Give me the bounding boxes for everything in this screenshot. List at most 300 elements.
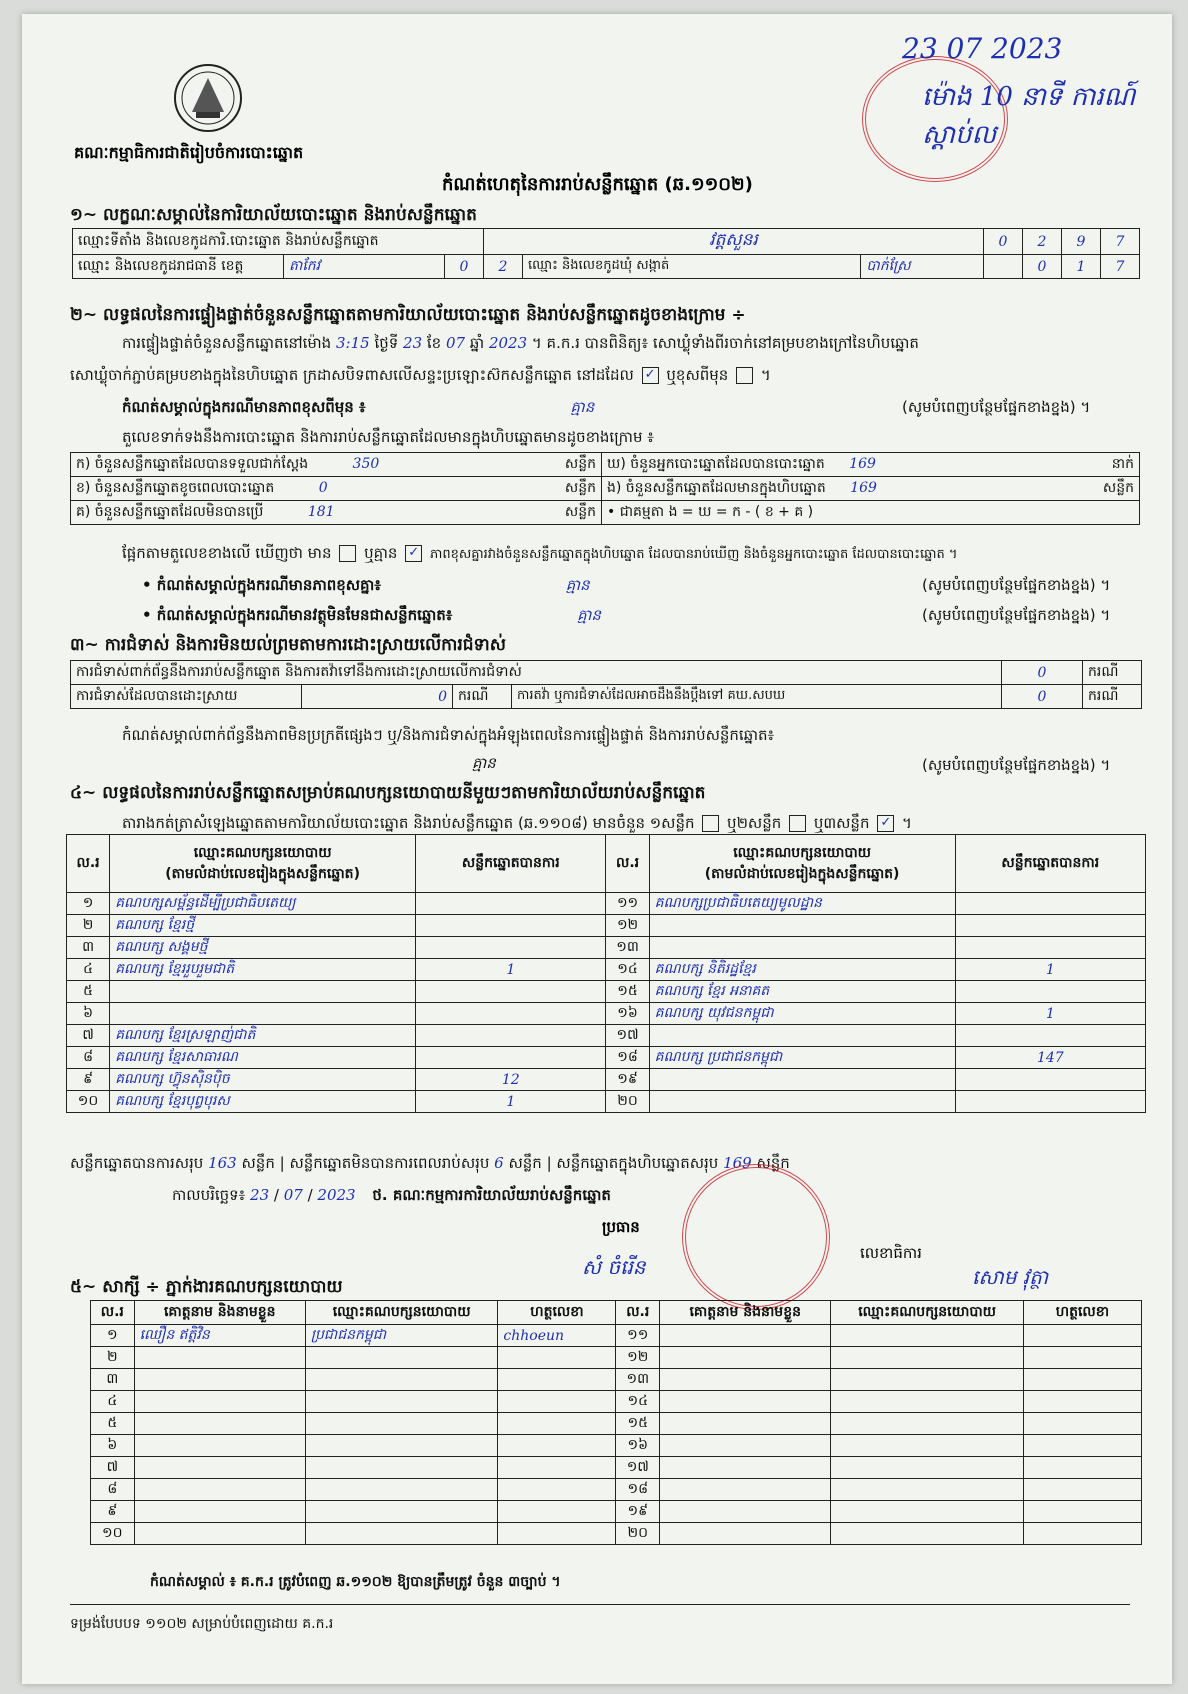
row-no: ១ — [91, 1325, 135, 1347]
figure-formula: • ជាគម្មតា ង = ឃ = ក - ( ខ + គ ) — [607, 504, 814, 520]
figure-label: ឃ) ចំនួនអ្នកបោះឆ្នោតដែលបានបោះឆ្នោត — [607, 456, 825, 472]
party-votes — [416, 915, 606, 937]
total-invalid-unit: សន្លឹក — [508, 1154, 542, 1172]
witness-party — [305, 1457, 498, 1479]
row-no: ៤ — [67, 959, 110, 981]
figure-value: 350 — [352, 456, 380, 472]
station-name: វត្តសួនរ — [484, 229, 984, 255]
witness-party — [305, 1347, 498, 1369]
party-votes: 12 — [416, 1069, 606, 1091]
row-no: ៦ — [67, 1003, 110, 1025]
row-no: ៣ — [91, 1369, 135, 1391]
party-name — [110, 1003, 416, 1025]
witness-name — [134, 1413, 305, 1435]
signing-date-day: 23 — [250, 1186, 270, 1204]
witness-party — [305, 1523, 498, 1545]
appeals-unit: ករណី — [1083, 685, 1142, 709]
table-row — [91, 1457, 1142, 1479]
verification-day: 23 — [403, 334, 423, 352]
table-row — [91, 1369, 1142, 1391]
unchanged-checkbox[interactable]: ✓ — [642, 367, 659, 384]
party-votes: 1 — [955, 1003, 1145, 1025]
witness-signature — [1023, 1391, 1141, 1413]
row-no: ១៥ — [616, 1413, 660, 1435]
appeals-value: 0 — [1002, 685, 1083, 709]
col-signature: ហត្ថលេខា — [1023, 1301, 1141, 1325]
row-no: ១៧ — [616, 1457, 660, 1479]
foreign-object-note-line — [142, 606, 601, 628]
verification-text-cont: ។ គ.ក.រ បានពិនិត្យ៖ សោឃ្លុំទាំងពីរចាក់នៅគម្របខាងក្រៅនៃហិបឆ្នោត — [531, 334, 919, 352]
three-sheets-label: ឬ៣សន្លឹក — [813, 814, 870, 832]
witness-name — [660, 1523, 831, 1545]
table-row — [67, 1091, 1146, 1113]
total-invalid-value: 6 — [494, 1154, 504, 1172]
row-no: ១០ — [91, 1523, 135, 1545]
witness-signature — [498, 1391, 616, 1413]
verification-time: 3:15 — [335, 334, 370, 352]
seal-line — [70, 366, 771, 388]
row-no: ១៩ — [606, 1069, 649, 1091]
difference-text: ផ្អែកតាមតួលេខខាងលើ ឃើញថា មាន — [122, 544, 332, 562]
row-no: ១៦ — [606, 1003, 649, 1025]
figure-unit: សន្លឹក — [1102, 480, 1134, 496]
signing-date-line: កាលបរិច្ឆេទ៖ 23 / 07 / 2023 ថ. គណៈកម្មការការិយាល័យរាប់សន្លឹកឆ្នោត — [172, 1186, 611, 1204]
total-invalid-label: សន្លឹកឆ្នោតមិនបានការពេលរាប់សរុប — [289, 1154, 490, 1172]
table-row — [67, 915, 1146, 937]
station-code-digit: 2 — [1023, 229, 1062, 255]
counting-committee-label: ថ. គណៈកម្មការការិយាល័យរាប់សន្លឹកឆ្នោត — [372, 1186, 611, 1204]
signing-date-year: 2023 — [317, 1186, 356, 1204]
resolved-complaints-unit: ករណី — [453, 685, 512, 709]
table-row — [67, 1003, 1146, 1025]
figures-row — [71, 453, 1140, 477]
tally-sheet-text: តារាងកត់ត្រាសំឡេងឆ្នោតតាមការិយាល័យបោះឆ្នោត និងរាប់សន្លឹកឆ្នោត (ឆ.១១០៨) មានចំនួន ១សន្លឹក — [122, 814, 695, 832]
col-name: គោត្តនាម និងនាមខ្លួន — [134, 1301, 305, 1325]
irregularity-note-value: គ្មាន — [472, 754, 496, 772]
figures-row — [71, 477, 1140, 501]
row-no: ២០ — [616, 1523, 660, 1545]
party-name — [649, 1025, 955, 1047]
verification-month-label: ខែ — [426, 334, 442, 352]
witness-signature — [498, 1347, 616, 1369]
national-election-committee-emblem-icon — [172, 62, 244, 134]
col-party-sub: (តាមលំដាប់លេខរៀងក្នុងសន្លឹកឆ្នោត) — [165, 865, 360, 882]
ballot-count-record-form — [22, 14, 1172, 1684]
col-party-sub: (តាមលំដាប់លេខរៀងក្នុងសន្លឹកឆ្នោត) — [704, 865, 900, 882]
witness-signature — [1023, 1369, 1141, 1391]
party-votes — [955, 1025, 1145, 1047]
tally-sheet-end: ។ — [902, 814, 912, 832]
witness-name — [660, 1347, 831, 1369]
three-sheets-checkbox[interactable]: ✓ — [877, 815, 894, 832]
row-no: ៨ — [91, 1479, 135, 1501]
party-name: គណបក្ស ខ្មែរ អនាគត — [649, 981, 955, 1003]
witness-name — [660, 1435, 831, 1457]
party-name: គណបក្ស ខ្មែរថ្មី — [110, 915, 416, 937]
difference-note-label: • កំណត់សម្គាល់ក្នុងករណីមានភាពខុសគ្នា៖ — [142, 576, 381, 594]
footnote: កំណត់សម្គាល់ ៖ គ.ក.រ ត្រូវបំពេញ ឆ.១១០២ ឱ្យបានត្រឹមត្រូវ ចំនួន ៣ច្បាប់ ។ — [150, 1574, 561, 1590]
table-row — [91, 1391, 1142, 1413]
secretary-label: លេខាធិការ — [860, 1244, 922, 1262]
complaints-unit: ករណី — [1083, 661, 1142, 685]
change-note-line — [122, 398, 594, 420]
foreign-object-note-value: គ្មាន — [577, 606, 601, 624]
witness-party — [831, 1413, 1024, 1435]
station-code-digit: 0 — [984, 229, 1023, 255]
witness-party — [831, 1325, 1024, 1347]
figure-value: 169 — [849, 456, 876, 472]
commune-code-digit: 0 — [1023, 255, 1062, 279]
complaints-table — [70, 660, 1142, 709]
irregularity-note-hint: (សូមបំពេញបន្ថែមផ្នែកខាងខ្នង) ។ — [922, 756, 1111, 774]
party-votes — [955, 981, 1145, 1003]
total-valid-unit: សន្លឹក — [241, 1154, 275, 1172]
col-no: ល.រ — [616, 1301, 660, 1325]
changed-option-label: ឬខុសពីមុន — [666, 366, 729, 384]
witness-name — [660, 1391, 831, 1413]
witness-signature — [1023, 1347, 1141, 1369]
difference-note-line — [142, 576, 590, 598]
resolved-complaints-label: ការជំទាស់ដែលបានដោះស្រាយ — [71, 685, 302, 709]
witness-name — [660, 1369, 831, 1391]
party-votes — [416, 1047, 606, 1069]
col-party: ឈ្មោះគណបក្សនយោបាយ — [733, 844, 872, 861]
row-no: ១៦ — [616, 1435, 660, 1457]
party-name: គណបក្ស ហ៊្វុនស៊ិនប៉ិច — [110, 1069, 416, 1091]
table-row — [67, 1047, 1146, 1069]
row-no: ៣ — [67, 937, 110, 959]
row-no: ៤ — [91, 1391, 135, 1413]
col-party: ឈ្មោះគណបក្សនយោបាយ — [831, 1301, 1024, 1325]
witness-party — [305, 1413, 498, 1435]
section2-heading: ២~ លទ្ធផលនៃការផ្ទៀងផ្ទាត់ចំនួនសន្លឹកឆ្នោតតាមការិយាល័យបោះឆ្នោត និងរាប់សន្លឹកឆ្នោតដូចខាងក្រោម ÷ — [70, 305, 746, 325]
figure-unit: សន្លឹក — [564, 456, 596, 472]
party-votes: 1 — [955, 959, 1145, 981]
province-label: ឈ្មោះ និងលេខកូដរាជធានី ខេត្ត — [73, 255, 284, 279]
section3-heading: ៣~ ការជំទាស់ និងការមិនយល់ព្រមតាមការដោះស្រាយលើការជំទាស់ — [70, 635, 506, 655]
witness-name — [660, 1457, 831, 1479]
witness-table — [90, 1300, 1142, 1545]
table-row — [91, 1479, 1142, 1501]
row-no: ១៣ — [606, 937, 649, 959]
figure-unit: សន្លឹក — [564, 504, 596, 520]
row-no: ៨ — [67, 1047, 110, 1069]
table-row — [67, 1025, 1146, 1047]
figure-unit: នាក់ — [1111, 456, 1134, 472]
no-difference-checkbox[interactable]: ✓ — [405, 545, 422, 562]
resolved-complaints-value: 0 — [302, 685, 453, 709]
figure-label: គ) ចំនួនសន្លឹកឆ្នោតដែលមិនបានប្រើ — [76, 504, 264, 520]
row-no: ១១ — [606, 893, 649, 915]
figure-label: ខ) ចំនួនសន្លឹកឆ្នោតខូចពេលបោះឆ្នោត — [76, 480, 275, 496]
received-date: 23 07 2023 — [902, 32, 1063, 65]
secretary-signature: សោម វុត្ថា — [972, 1265, 1049, 1289]
table-row — [67, 1069, 1146, 1091]
col-no: ល.រ — [67, 835, 110, 893]
table-row — [91, 1413, 1142, 1435]
witness-signature — [1023, 1325, 1141, 1347]
foreign-object-note-hint: (សូមបំពេញបន្ថែមផ្នែកខាងខ្នង) ។ — [922, 606, 1111, 624]
verification-month: 07 — [445, 334, 466, 352]
row-no: ១៤ — [616, 1391, 660, 1413]
witness-signature — [498, 1413, 616, 1435]
total-valid-label: សន្លឹកឆ្នោតបានការសរុប — [70, 1154, 204, 1172]
party-name: គណបក្ស ខ្មែរស្រឡាញ់ជាតិ — [110, 1025, 416, 1047]
witness-name — [660, 1479, 831, 1501]
row-no: ១២ — [606, 915, 649, 937]
difference-text-cont: ភាពខុសគ្នារវាងចំនួនសន្លឹកឆ្នោតក្នុងហិបឆ្នោត ដែលបានរាប់ឃើញ និងចំនួនអ្នកបោះឆ្នោត ដែលបានបោះឆ្នោត ។ — [429, 547, 958, 562]
party-votes — [416, 937, 606, 959]
table-row — [91, 1501, 1142, 1523]
row-no: ១៤ — [606, 959, 649, 981]
station-code-digit: 9 — [1062, 229, 1101, 255]
complaints-value: 0 — [1002, 661, 1083, 685]
seal-text: សោឃ្លុំចាក់ភ្ជាប់គម្របខាងក្នុងនៃហិបឆ្នោត ក្រដាសបិទពាសលើសន្ទះប្រឡោះស៊កសន្លឹកឆ្នោត នៅដដែល — [70, 366, 634, 384]
difference-note-value: គ្មាន — [565, 576, 590, 594]
row-no: ១៥ — [606, 981, 649, 1003]
witness-party — [831, 1479, 1024, 1501]
row-no: ១០ — [67, 1091, 110, 1113]
row-no: ១១ — [616, 1325, 660, 1347]
witness-name — [134, 1457, 305, 1479]
verification-year-label: ឆ្នាំ — [469, 334, 485, 352]
col-party: ឈ្មោះគណបក្សនយោបាយ — [305, 1301, 498, 1325]
verification-day-label: ថ្ងៃទី — [374, 334, 399, 352]
witness-party — [831, 1347, 1024, 1369]
col-no: ល.រ — [606, 835, 649, 893]
figure-value: 0 — [318, 480, 328, 496]
witness-party — [305, 1369, 498, 1391]
verification-text: ការផ្ទៀងផ្ទាត់ចំនួនសន្លឹកឆ្នោតនៅម៉ោង — [122, 334, 332, 352]
witness-signature — [498, 1435, 616, 1457]
row-no: ៥ — [67, 981, 110, 1003]
party-name: គណបក្ស ខ្មែរសាធារណ — [110, 1047, 416, 1069]
table-row — [91, 1435, 1142, 1457]
total-box-unit: សន្លឹក — [756, 1154, 790, 1172]
party-name: គណបក្សប្រជាធិបតេយ្យមូលដ្ឋាន — [649, 893, 955, 915]
witness-signature — [498, 1457, 616, 1479]
party-votes — [416, 981, 606, 1003]
section4-heading: ៤~ លទ្ធផលនៃការរាប់សន្លឹកឆ្នោតសម្រាប់គណបក្សនយោបាយនីមួយៗតាមការិយាល័យរាប់សន្លឹកឆ្នោត — [70, 783, 706, 803]
witness-party — [305, 1479, 498, 1501]
party-name — [649, 937, 955, 959]
witness-signature — [498, 1369, 616, 1391]
party-votes — [955, 915, 1145, 937]
signing-date-month: 07 — [283, 1186, 303, 1204]
witness-name — [134, 1501, 305, 1523]
figures-table — [70, 452, 1140, 525]
committee-name: គណៈកម្មាធិការជាតិរៀបចំការបោះឆ្នោត — [74, 143, 304, 162]
commune-code-digit: 7 — [1101, 255, 1140, 279]
row-no: ១៨ — [616, 1479, 660, 1501]
figure-value: 181 — [307, 504, 335, 520]
row-no: ៦ — [91, 1435, 135, 1457]
witness-signature — [1023, 1479, 1141, 1501]
witness-signature — [498, 1501, 616, 1523]
difference-line — [122, 544, 957, 566]
witness-party — [305, 1501, 498, 1523]
polling-station-table — [72, 228, 1140, 279]
one-sheet-checkbox[interactable] — [702, 815, 719, 832]
witness-party — [305, 1435, 498, 1457]
witness-signature — [1023, 1523, 1141, 1545]
row-no: ១៣ — [616, 1369, 660, 1391]
witness-party — [831, 1369, 1024, 1391]
form-note: ទម្រង់បែបបទ ១១០២ សម្រាប់បំពេញដោយ គ.ក.រ — [70, 1616, 334, 1632]
witness-party — [831, 1435, 1024, 1457]
changed-checkbox[interactable] — [736, 367, 753, 384]
verification-year: 2023 — [488, 334, 528, 352]
form-title: កំណត់ហេតុនៃការរាប់សន្លឹកឆ្នោត (ឆ.១១០២) — [442, 174, 753, 195]
witness-signature — [1023, 1435, 1141, 1457]
row-no: ១៨ — [606, 1047, 649, 1069]
party-name — [110, 981, 416, 1003]
witness-name — [134, 1391, 305, 1413]
party-name — [649, 1069, 955, 1091]
party-name — [649, 915, 955, 937]
figure-label: ក) ចំនួនសន្លឹកឆ្នោតដែលបានទទួលជាក់ស្តែង — [76, 456, 309, 472]
row-no: ១ — [67, 893, 110, 915]
figure-label: ង) ចំនួនសន្លឹកឆ្នោតដែលមានក្នុងហិបឆ្នោត — [607, 480, 826, 496]
col-votes: សន្លឹកឆ្នោតបានការ — [955, 835, 1145, 893]
appeals-label: ការតវ៉ា ឬការជំទាស់ដែលអាចដឹងនឹងប្តឹងទៅ គឃ.សបឃ — [512, 685, 1002, 709]
change-note-hint: (សូមបំពេញបន្ថែមផ្នែកខាងខ្នង) ។ — [902, 398, 1091, 416]
party-name — [649, 1091, 955, 1113]
committee-stamp — [682, 1164, 830, 1310]
witness-party — [831, 1391, 1024, 1413]
witness-name: ឈឿន ឥត្តិវិន — [134, 1325, 305, 1347]
total-box-value: 169 — [723, 1154, 752, 1172]
province-code-digit: 2 — [484, 255, 523, 279]
witness-signature: chhoeun — [498, 1325, 616, 1347]
witness-name — [660, 1501, 831, 1523]
col-no: ល.រ — [91, 1301, 135, 1325]
witness-name — [134, 1479, 305, 1501]
witness-name — [134, 1435, 305, 1457]
commune-name: បាក់ស្រែ — [861, 255, 984, 279]
witness-signature — [498, 1523, 616, 1545]
totals-line: សន្លឹកឆ្នោតបានការសរុប 163 សន្លឹក | សន្លឹកឆ្នោតមិនបានការពេលរាប់សរុប 6 សន្លឹក | សន្លឹកឆ្នោតក្នុងហិបឆ្នោតសរុប 169 សន្លឹក — [70, 1154, 790, 1172]
figures-intro: តួលេខទាក់ទងនឹងការបោះឆ្នោត និងការរាប់សន្លឹកឆ្នោតដែលមានក្នុងហិបឆ្នោតមានដូចខាងក្រោម ៖ — [122, 428, 654, 446]
table-row — [91, 1347, 1142, 1369]
party-name: គណបក្សសម្ព័ន្ធដើម្បីប្រជាធិបតេយ្យ — [110, 893, 416, 915]
party-results-table — [66, 834, 1146, 1113]
total-valid-value: 163 — [208, 1154, 237, 1172]
party-votes — [416, 893, 606, 915]
figure-unit: សន្លឹក — [564, 480, 596, 496]
witness-signature — [1023, 1501, 1141, 1523]
witness-name — [134, 1347, 305, 1369]
row-no: ៧ — [91, 1457, 135, 1479]
table-row — [67, 893, 1146, 915]
received-note: ម៉ោង 10 នាទី ការណ៍ស្តាប់ល — [922, 82, 1136, 150]
change-note-value: គ្មាន — [570, 398, 595, 416]
no-difference-label: ឬគ្មាន — [364, 544, 398, 562]
witness-party — [831, 1523, 1024, 1545]
party-name: គណបក្ស យុវជនកម្ពុជា — [649, 1003, 955, 1025]
section5-heading: ៥~ សាក្សី ÷ ភ្នាក់ងារគណបក្សនយោបាយ — [70, 1277, 343, 1297]
commune-label: ឈ្មោះ និងលេខកូដឃុំ សង្កាត់ — [523, 255, 861, 279]
station-code-digit: 7 — [1101, 229, 1140, 255]
seal-end: ។ — [760, 366, 771, 384]
party-name: គណបក្ស ខ្មែរបុព្វបុរស — [110, 1091, 416, 1113]
chair-signature: សំ ចំរើន — [582, 1255, 646, 1279]
party-name: គណបក្ស ប្រជាជនកម្ពុជា — [649, 1047, 955, 1069]
row-no: ១៩ — [616, 1501, 660, 1523]
party-votes — [955, 1091, 1145, 1113]
row-no: ២ — [91, 1347, 135, 1369]
party-votes — [955, 937, 1145, 959]
tally-sheet-line — [122, 814, 912, 836]
change-note-label: កំណត់សម្គាល់ក្នុងករណីមានភាពខុសពីមុន ៖ — [122, 398, 366, 416]
two-sheets-label: ឬ២សន្លឹក — [727, 814, 782, 832]
commune-code-blank — [984, 255, 1023, 279]
foreign-object-note-label: • កំណត់សម្គាល់ក្នុងករណីមានវត្ថុមិនមែនជាសន្លឹកឆ្នោត៖ — [142, 606, 453, 624]
difference-note-hint: (សូមបំពេញបន្ថែមផ្នែកខាងខ្នង) ។ — [922, 576, 1111, 594]
witness-party — [831, 1501, 1024, 1523]
chair-label: ប្រធាន — [602, 1218, 640, 1236]
row-no: ៧ — [67, 1025, 110, 1047]
col-signature: ហត្ថលេខា — [498, 1301, 616, 1325]
table-row — [67, 959, 1146, 981]
two-sheets-checkbox[interactable] — [789, 815, 806, 832]
irregularity-note-label: កំណត់សម្គាល់ពាក់ព័ន្ធនឹងភាពមិនប្រក្រតីផ្សេងៗ ឬ/និងការជំទាស់ក្នុងអំឡុងពេលនៃការផ្ទៀងផ្ទាត់ និងការរាប់សន្លឹកឆ្នោត៖ — [122, 726, 775, 744]
figures-row — [71, 501, 1140, 525]
table-row — [67, 937, 1146, 959]
row-no: ២ — [67, 915, 110, 937]
witness-party — [831, 1457, 1024, 1479]
row-no: ១២ — [616, 1347, 660, 1369]
signing-date-label: កាលបរិច្ឆេទ៖ — [172, 1186, 246, 1204]
witness-name — [134, 1369, 305, 1391]
figure-value: 169 — [850, 480, 877, 496]
party-name: គណបក្ស ខ្មែររួបរួមជាតិ — [110, 959, 416, 981]
table-row — [91, 1325, 1142, 1347]
col-name: គោត្តនាម និងនាមខ្លួន — [660, 1301, 831, 1325]
commune-code-digit: 1 — [1062, 255, 1101, 279]
witness-name — [660, 1325, 831, 1347]
has-difference-checkbox[interactable] — [339, 545, 356, 562]
party-votes — [955, 1069, 1145, 1091]
section1-heading: ១~ លក្ខណៈសម្គាល់នៃការិយាល័យបោះឆ្នោត និងរាប់សន្លឹកឆ្នោត — [70, 205, 477, 225]
party-name: គណបក្ស សង្គមថ្មី — [110, 937, 416, 959]
col-party: ឈ្មោះគណបក្សនយោបាយ — [193, 844, 332, 861]
row-no: ២០ — [606, 1091, 649, 1113]
party-votes: 1 — [416, 959, 606, 981]
witness-signature — [1023, 1457, 1141, 1479]
witness-party — [305, 1391, 498, 1413]
party-votes: 1 — [416, 1091, 606, 1113]
witness-name — [134, 1523, 305, 1545]
party-name: គណបក្ស និតិរដ្ឋខ្មែរ — [649, 959, 955, 981]
table-row — [67, 981, 1146, 1003]
station-label: ឈ្មោះទីតាំង និងលេខកូដការិ.បោះឆ្នោត និងរាប់សន្លឹកឆ្នោត — [73, 229, 484, 255]
complaints-label: ការជំទាស់ពាក់ព័ន្ធនឹងការរាប់សន្លឹកឆ្នោត និងការតវ៉ាទៅនឹងការដោះស្រាយលើការជំទាស់ — [71, 661, 1002, 685]
row-no: ៥ — [91, 1413, 135, 1435]
province-name: តាកែវ — [284, 255, 445, 279]
row-no: ៩ — [67, 1069, 110, 1091]
witness-party: ប្រជាជនកម្ពុជា — [305, 1325, 498, 1347]
verification-line — [122, 334, 919, 356]
total-box-label: សន្លឹកឆ្នោតក្នុងហិបឆ្នោតសរុប — [556, 1154, 719, 1172]
table-row — [91, 1523, 1142, 1545]
footer-divider — [70, 1604, 1130, 1605]
row-no: ៩ — [91, 1501, 135, 1523]
party-votes — [416, 1003, 606, 1025]
witness-signature — [498, 1479, 616, 1501]
party-votes — [955, 893, 1145, 915]
witness-name — [660, 1413, 831, 1435]
